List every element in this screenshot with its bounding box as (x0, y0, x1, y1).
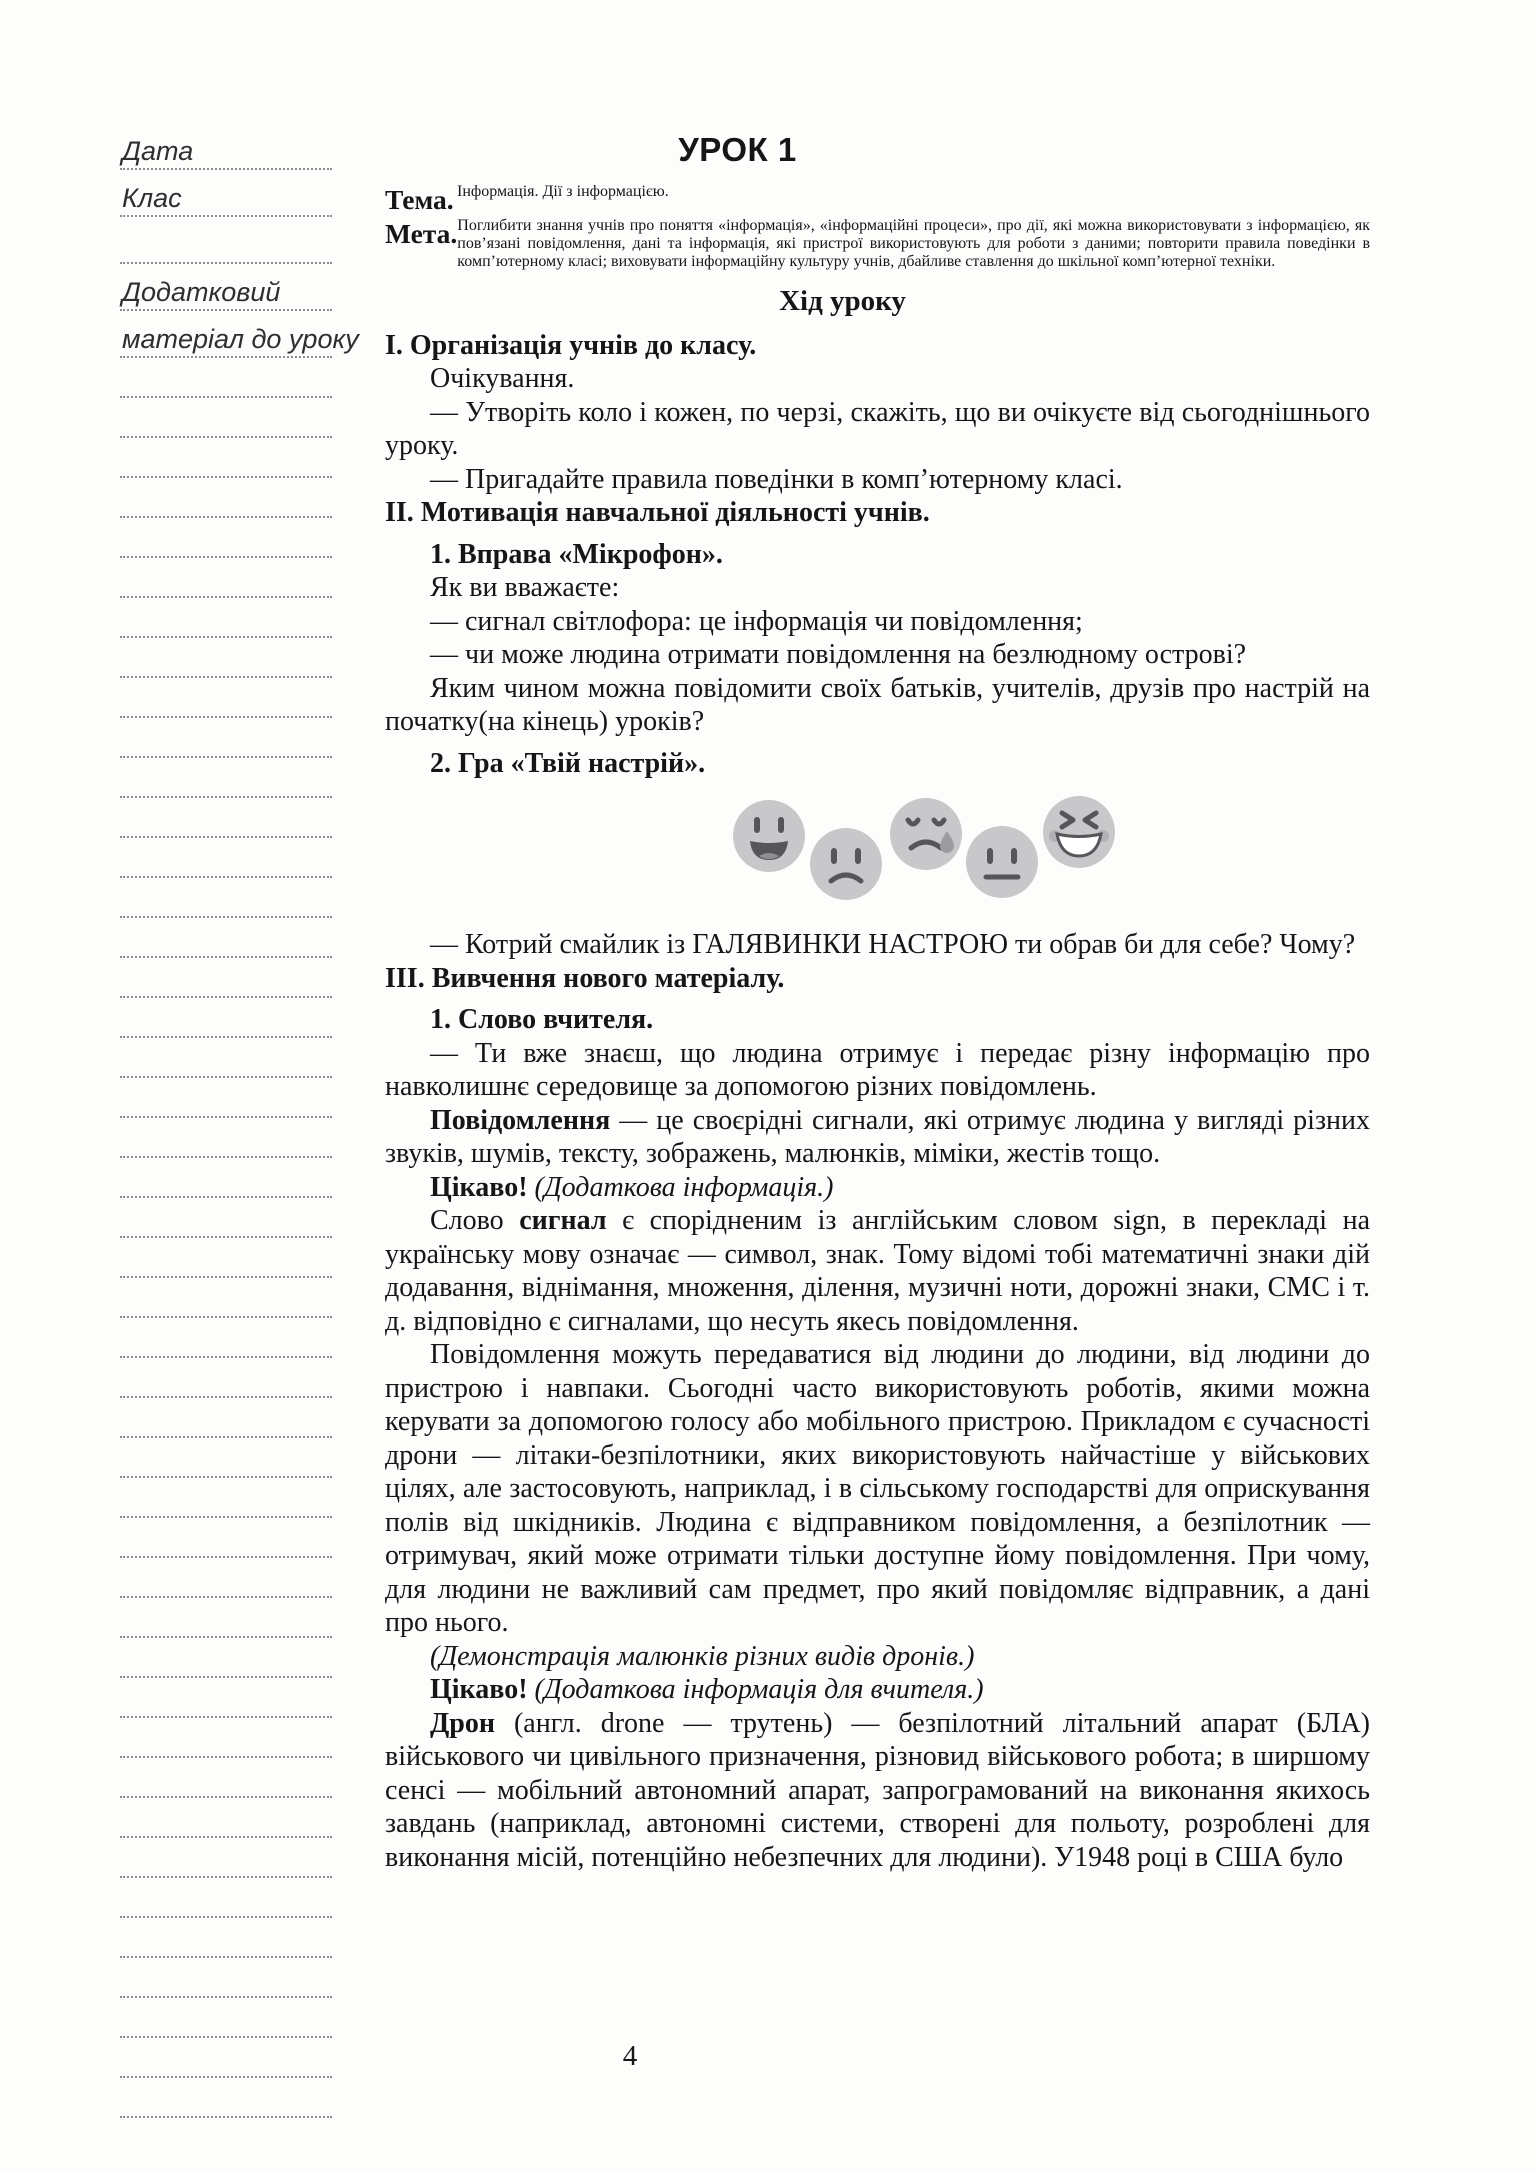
paragraph: — сигнал світлофора: це інформація чи повідомлення; (430, 605, 1083, 637)
extra-material-line-1 (120, 264, 332, 311)
paragraph: Як ви вважаєте: (430, 572, 620, 603)
notes-line (120, 1198, 332, 1238)
notes-line (120, 718, 332, 758)
notes-line (120, 1078, 332, 1118)
teacher-word-subheading: 1. Слово вчителя. (430, 1004, 654, 1035)
date-line (120, 123, 332, 170)
notes-line (120, 1998, 332, 2038)
meta-row (385, 217, 1370, 271)
date-label: Дата (122, 136, 194, 166)
notes-line (120, 798, 332, 838)
interesting-note-2 (385, 1673, 1370, 1707)
notes-line (120, 1278, 332, 1318)
notes-line (120, 1158, 332, 1198)
notes-line (120, 1958, 332, 1998)
notes-line (120, 1038, 332, 1078)
notes-line (120, 1758, 332, 1798)
interesting-label: Цікаво! (430, 1171, 528, 1203)
page-number: 4 (622, 2040, 638, 2072)
notes-line (120, 1118, 332, 1158)
extra-material-label-2: матеріал до уроку (122, 324, 359, 354)
paragraph: Яким чином можна повідомити своїх батьків, учителів, друзів про настрій на початку(на кінець) уроків? (385, 672, 1370, 737)
extra-material-label-1: Додатковий (122, 277, 281, 307)
notes-line (120, 838, 332, 878)
meta-label: Мета. (385, 217, 458, 249)
notes-line (120, 478, 332, 518)
interesting-note-text: (Додаткова інформація для вчителя.) (527, 1674, 984, 1705)
class-label: Клас (122, 183, 182, 213)
signal-pre: Слово (430, 1205, 520, 1236)
tema-text: Інформація. Дії з інформацією. (457, 183, 669, 200)
interesting-note-1 (385, 1171, 1370, 1205)
paragraph: — Пригадайте правила поведінки в комп’ютерному класі. (430, 463, 1123, 495)
extra-material-line-2 (120, 311, 359, 358)
messages-paragraph: Повідомлення можуть передаватися від людини до людини, від людини до пристрою і навпаки. Сьогодні часто використовують роботів, якими можна керувати за допомогою голосу або мобільного пристрою. Прикладом є сучасності дрони — літаки-безпілотники, яких використовують найчастіше у військових цілях, але застосовують, наприклад, і в сільському господарстві для оприскування полів від шкідників. Людина є відправником повідомлення, а безпілотник — отримувач, який може отримати тільки доступне йому повідомлення. При чому, для людини не важливий сам предмет, про який повідомляє відправник, а дані про нього. (385, 1339, 1370, 1638)
notes-line (120, 758, 332, 798)
notes-line (120, 2078, 332, 2118)
notes-line (120, 1398, 332, 1438)
drone-text: (англ. drone — трутень) — безпілотний літальний апарат (БЛА) військового чи цивільного призначення, різновид військового робота; в ширшому сенсі — мобільний автономний апарат, запрограмований на виконання якихось завдань (наприклад, автономні системи, створені для польоту, розроблені для виконання місій, потенційно небезпечних для людини). У1948 році в США було (385, 1707, 1370, 1873)
notes-line (120, 1438, 332, 1478)
notes-line (120, 1518, 332, 1558)
notes-line (120, 1598, 332, 1638)
tema-row (385, 183, 1370, 217)
neutral-face-icon (966, 826, 1038, 898)
class-line (120, 170, 332, 217)
notes-line (120, 1878, 332, 1918)
section-3-heading: III. Вивчення нового матеріалу. (385, 962, 785, 994)
notes-line (120, 518, 332, 558)
signal-text: є спорідненим із англійським словом sign, в перекладі на українську мову означає — символ, знак. Тому відомі тобі математичні знаки дій додавання, віднімання, множення, ділення, музичні ноти, дорожні знаки, СМС і т. д. відповідно є сигналами, що несуть якесь повідомлення. (385, 1205, 1370, 1337)
lesson-content (385, 130, 1370, 1874)
game-subheading: 2. Гра «Твій настрій». (430, 747, 706, 779)
notes-line (120, 1358, 332, 1398)
notes-line (120, 558, 332, 598)
demonstration-note: (Демонстрація малюнків різних видів дронів.) (430, 1640, 975, 1672)
course-heading: Хід уроку (779, 284, 906, 317)
notes-line (120, 918, 332, 958)
notes-line (120, 678, 332, 718)
notes-line (120, 598, 332, 638)
signal-term: сигнал (519, 1205, 607, 1236)
notes-sidebar (120, 123, 359, 2118)
notes-line (120, 358, 332, 398)
drone-paragraph (385, 1707, 1370, 1875)
mood-smileys-illustration (733, 798, 1123, 914)
notes-line (120, 1478, 332, 1518)
drone-term: Дрон (430, 1707, 495, 1739)
paragraph: — Утворіть коло і кожен, по черзі, скажіть, що ви очікуєте від сьогоднішнього уроку. (385, 396, 1370, 461)
notes-line (120, 438, 332, 478)
notes-line (120, 398, 332, 438)
smiley-question: — Котрий смайлик із ГАЛЯВИНКИ НАСТРОЮ ти обрав би для себе? Чому? (430, 929, 1356, 960)
exercise-subheading: 1. Вправа «Мікрофон». (430, 538, 723, 570)
definition-paragraph (385, 1104, 1370, 1171)
notes-line (120, 998, 332, 1038)
paragraph: — чи може людина отримати повідомлення на безлюдному острові? (430, 639, 1247, 670)
notes-line (120, 878, 332, 918)
signal-paragraph (385, 1204, 1370, 1338)
section-1-heading: I. Організація учнів до класу. (385, 329, 757, 361)
tema-label: Тема. (385, 184, 454, 215)
notes-line (120, 1558, 332, 1598)
interesting-note-text: (Додаткова інформація.) (527, 1171, 834, 1203)
happy-face-icon (733, 800, 805, 872)
laughing-face-icon (1043, 796, 1115, 868)
definition-term: Повідомлення (430, 1104, 611, 1136)
notes-line (120, 1638, 332, 1678)
lesson-title: УРОК 1 (678, 131, 797, 168)
notes-line (120, 1798, 332, 1838)
notes-line (120, 1678, 332, 1718)
paragraph: — Ти вже знаєш, що людина отримує і передає різну інформацію про навколишнє середовище за допомогою різних повідомлень. (385, 1037, 1370, 1102)
paragraph: Очікування. (430, 363, 575, 394)
notes-line (120, 1238, 332, 1278)
meta-text: Поглибити знання учнів про поняття «інформація», «інформаційні процеси», про дії, які можна використовувати з інформацією, як пов’язані повідомлення, дані та інформація, які пристрої використовують для роботи з даними; повторити правила поведінки в комп’ютерному класі; виховувати інформаційну культуру учнів, дбайливе ставлення до шкільної комп’ютерної техніки. (457, 216, 1370, 270)
crying-face-icon (890, 798, 962, 870)
notes-blank-lines (120, 358, 332, 2118)
notes-line (120, 1718, 332, 1758)
notes-line (120, 2038, 332, 2078)
notes-line (120, 1918, 332, 1958)
interesting-label: Цікаво! (430, 1674, 528, 1705)
notes-line (120, 1838, 332, 1878)
section-2-heading: II. Мотивація навчальної діяльності учнів. (385, 497, 930, 528)
sad-face-icon (810, 828, 882, 900)
notes-line (120, 1318, 332, 1358)
definition-text: — це своєрідні сигнали, які отримує людина у вигляді різних звуків, шумів, тексту, зображень, малюнків, міміки, жестів тощо. (385, 1104, 1370, 1169)
notes-line (120, 958, 332, 998)
notes-line (120, 638, 332, 678)
notes-line (120, 217, 332, 264)
